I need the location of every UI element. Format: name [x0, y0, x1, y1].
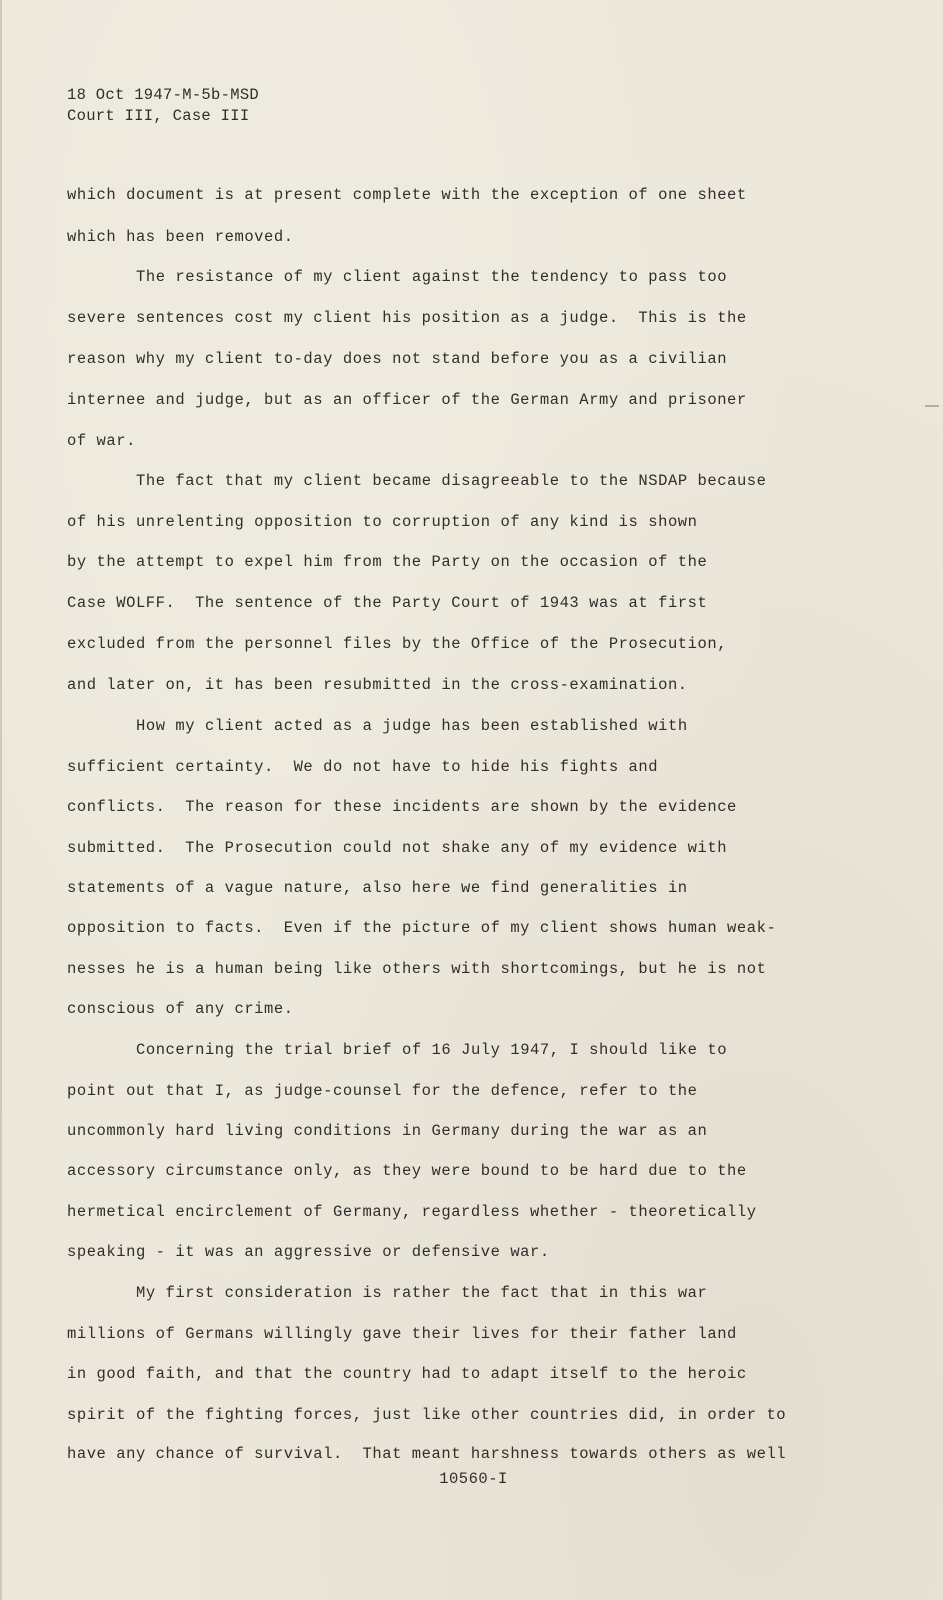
text-line: sufficient certainty. We do not have to hide his fights and: [67, 758, 659, 776]
text-line: excluded from the personnel files by the Office of the Prosecution,: [67, 635, 728, 653]
text-line: which document is at present complete with the exception of one sheet: [67, 186, 747, 204]
page-number: 10560-I: [439, 1470, 508, 1488]
margin-mark: [925, 405, 939, 407]
header-court-case: Court III, Case III: [67, 107, 250, 125]
text-line: conscious of any crime.: [67, 1000, 294, 1018]
text-line: speaking - it was an aggressive or defensive war.: [67, 1243, 550, 1261]
text-line: accessory circumstance only, as they were bound to be hard due to the: [67, 1162, 747, 1180]
text-line: severe sentences cost my client his position as a judge. This is the: [67, 309, 747, 327]
text-line: reason why my client to-day does not stand before you as a civilian: [67, 350, 728, 368]
text-line: internee and judge, but as an officer of the German Army and prisoner: [67, 391, 747, 409]
paragraph-first-line: How my client acted as a judge has been established with: [136, 717, 688, 735]
text-line: submitted. The Prosecution could not shake any of my evidence with: [67, 839, 728, 857]
text-line: in good faith, and that the country had to adapt itself to the heroic: [67, 1365, 747, 1383]
text-line: have any chance of survival. That meant harshness towards others as well: [67, 1445, 787, 1463]
text-line: by the attempt to expel him from the Party on the occasion of the: [67, 553, 708, 571]
header-date-reference: 18 Oct 1947-M-5b-MSD: [67, 86, 260, 104]
paragraph-first-line: The fact that my client became disagreeable to the NSDAP because: [136, 472, 767, 490]
text-line: nesses he is a human being like others with shortcomings, but he is not: [67, 960, 767, 978]
text-line: which has been removed.: [67, 228, 294, 246]
text-line: Case WOLFF. The sentence of the Party Court of 1943 was at first: [67, 594, 708, 612]
text-line: and later on, it has been resubmitted in the cross-examination.: [67, 676, 688, 694]
text-line: statements of a vague nature, also here we find generalities in: [67, 879, 688, 897]
text-line: conflicts. The reason for these incidents are shown by the evidence: [67, 798, 737, 816]
text-line: uncommonly hard living conditions in Germany during the war as an: [67, 1122, 708, 1140]
paragraph-first-line: Concerning the trial brief of 16 July 1947, I should like to: [136, 1041, 728, 1059]
text-line: point out that I, as judge-counsel for the defence, refer to the: [67, 1082, 698, 1100]
text-line: spirit of the fighting forces, just like other countries did, in order to: [67, 1406, 787, 1424]
paragraph-first-line: The resistance of my client against the tendency to pass too: [136, 268, 728, 286]
text-line: opposition to facts. Even if the picture of my client shows human weak-: [67, 919, 777, 937]
text-line: of war.: [67, 432, 136, 450]
text-line: of his unrelenting opposition to corruption of any kind is shown: [67, 513, 698, 531]
text-line: hermetical encirclement of Germany, regardless whether - theoretically: [67, 1203, 757, 1221]
paragraph-first-line: My first consideration is rather the fact that in this war: [136, 1284, 708, 1302]
text-line: millions of Germans willingly gave their lives for their father land: [67, 1325, 737, 1343]
